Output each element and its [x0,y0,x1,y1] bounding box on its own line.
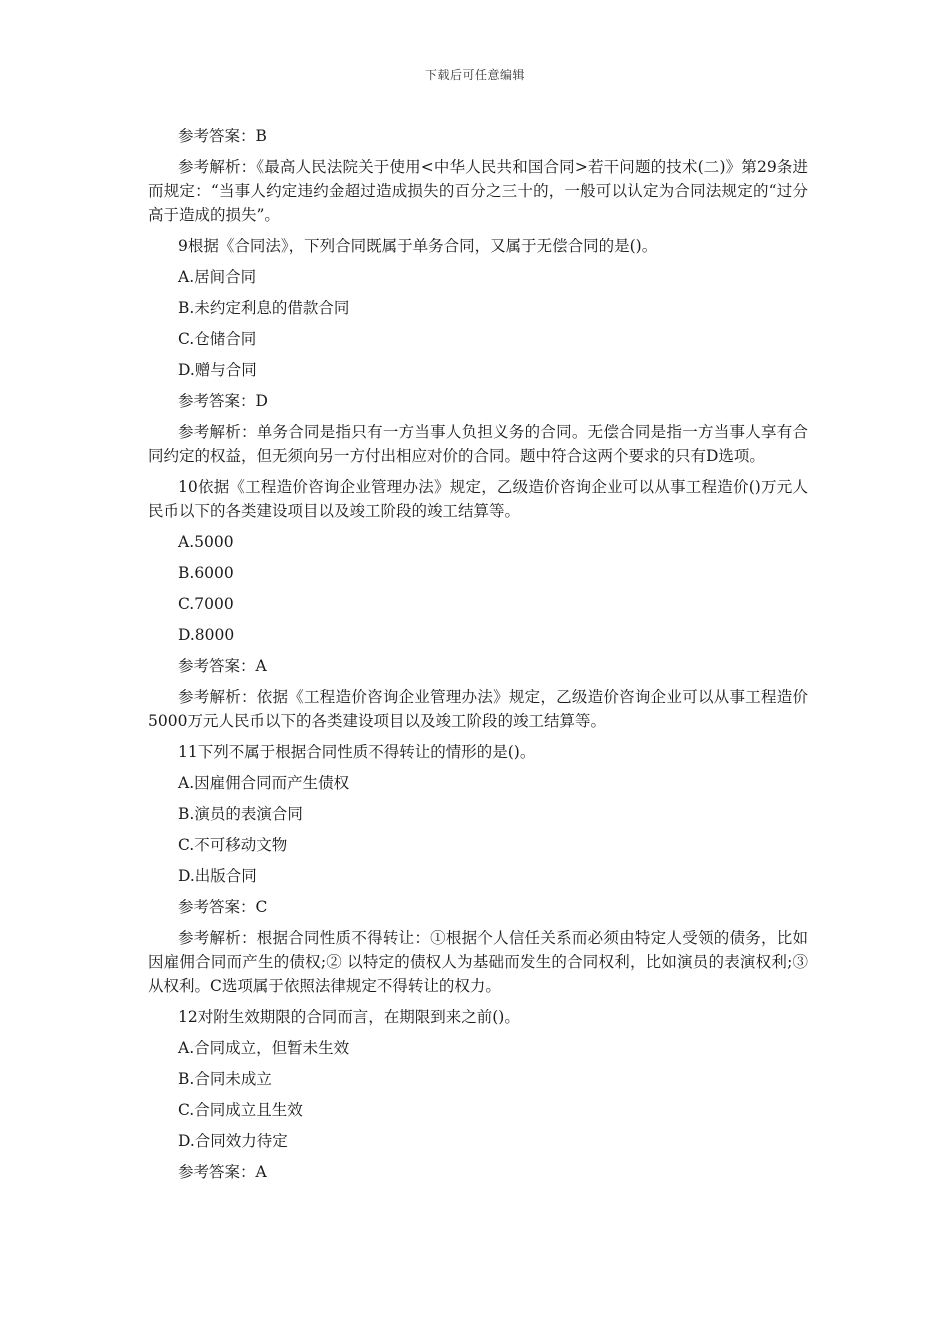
explanation-paragraph: 参考解析：《最高人民法院关于使用<中华人民共和国合同>若干问题的技术(二)》第29条进而规定：“当事人约定违约金超过造成损失的百分之三十的，一般可以认定为合同法规定的“过分高于造成的损失”。 [148,158,808,224]
option-a: A.居间合同 [178,268,257,286]
option-b: B.6000 [178,564,234,582]
option-b: B.合同未成立 [178,1070,272,1088]
explanation-paragraph: 参考解析：依据《工程造价咨询企业管理办法》规定，乙级造价咨询企业可以从事工程造价5000万元人民币以下的各类建设项目以及竣工阶段的竣工结算等。 [148,688,808,730]
option-c: C.仓储合同 [178,330,257,348]
option-b: B.未约定利息的借款合同 [178,299,350,317]
option-d: D.出版合同 [178,867,257,885]
option-a: A.合同成立，但暂未生效 [178,1039,350,1057]
option-d: D.合同效力待定 [178,1132,288,1150]
explanation-paragraph: 参考解析：根据合同性质不得转让：①根据个人信任关系而必须由特定人受领的债务，比如因雇佣合同而产生的债权;② 以特定的债权人为基础而发生的合同权利，比如演员的表演权利;③ 从权利。C选项属于依照法律规定不得转让的权力。 [148,929,808,995]
option-c: C.合同成立且生效 [178,1101,303,1119]
answer-line: 参考答案：A [178,1163,267,1181]
page-header-note: 下载后可任意编辑 [424,68,525,82]
option-a: A.因雇佣合同而产生债权 [178,774,350,792]
option-d: D.赠与合同 [178,361,257,379]
question-10: 10依据《工程造价咨询企业管理办法》规定，乙级造价咨询企业可以从事工程造价()万元人民币以下的各类建设项目以及竣工阶段的竣工结算等。 [148,478,808,520]
option-a: A.5000 [178,533,234,551]
answer-line: 参考答案：A [178,657,267,675]
option-c: C.7000 [178,595,234,613]
explanation-paragraph: 参考解析：单务合同是指只有一方当事人负担义务的合同。无偿合同是指一方当事人享有合同约定的权益，但无须向另一方付出相应对价的合同。题中符合这两个要求的只有D选项。 [148,423,808,465]
option-d: D.8000 [178,626,235,644]
question-9: 9根据《合同法》，下列合同既属于单务合同，又属于无偿合同的是()。 [178,237,658,255]
question-12: 12对附生效期限的合同而言，在期限到来之前()。 [178,1008,520,1026]
answer-line: 参考答案：B [178,127,267,145]
option-b: B.演员的表演合同 [178,805,303,823]
document-body [148,124,808,1191]
answer-line: 参考答案：C [178,898,268,916]
answer-line: 参考答案：D [178,392,268,410]
option-c: C.不可移动文物 [178,836,288,854]
question-11: 11下列不属于根据合同性质不得转让的情形的是()。 [178,743,536,761]
